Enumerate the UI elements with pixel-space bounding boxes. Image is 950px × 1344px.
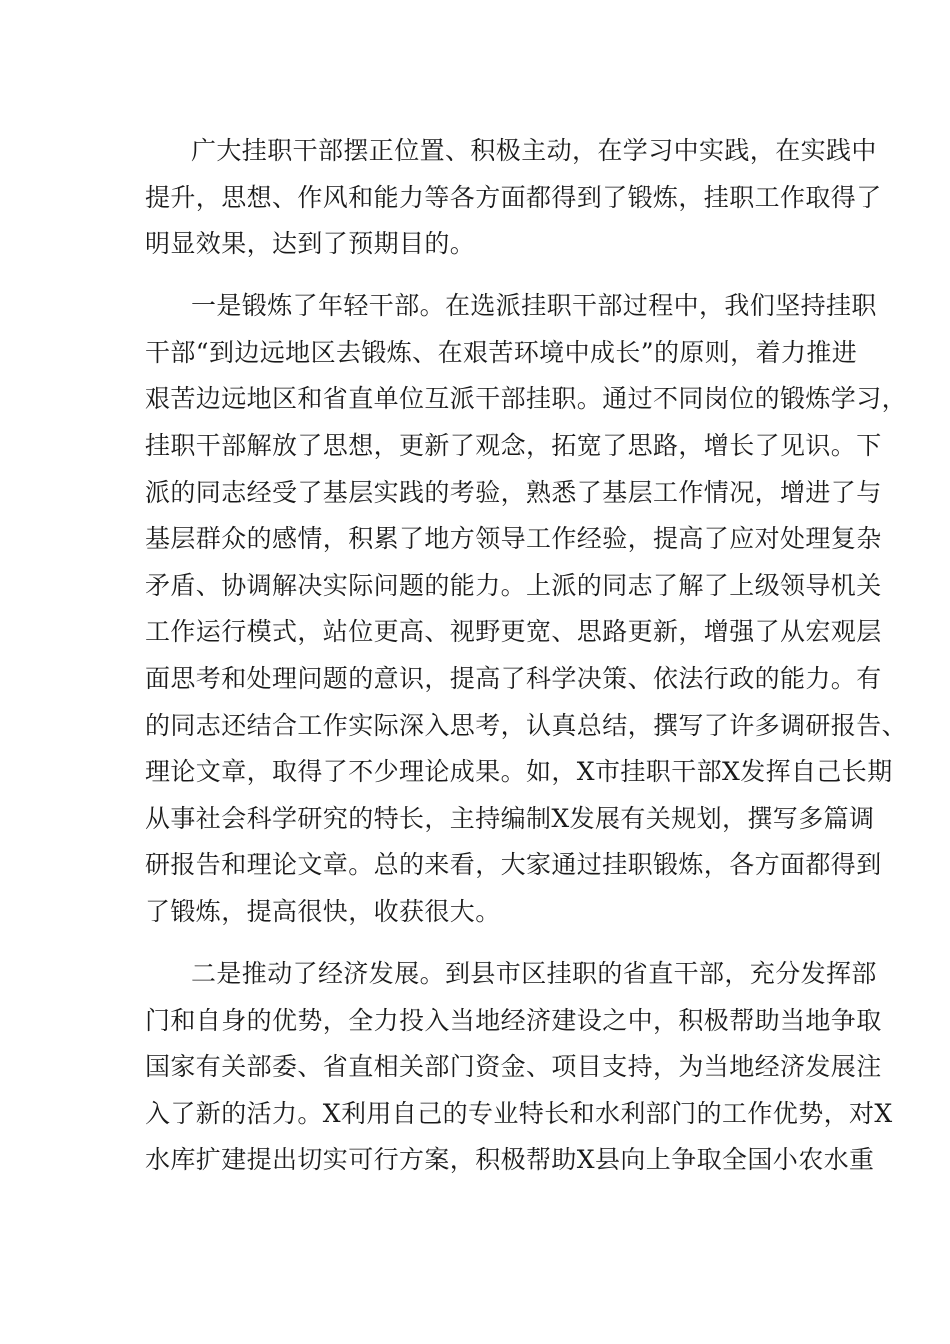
paragraph-line: 面思考和处理问题的意识，提高了科学决策、依法行政的能力。有: [145, 664, 882, 694]
paragraph-3: [145, 951, 893, 1184]
paragraph-line: 理论文章，取得了不少理论成果。如，X市挂职干部X发挥自己长期: [145, 757, 893, 787]
paragraph-2: [145, 283, 908, 935]
paragraph-line: 入了新的活力。X利用自己的专业特长和水利部门的工作优势，对X: [145, 1098, 893, 1128]
paragraph-line: 基层群众的感情，积累了地方领导工作经验，提高了应对处理复杂: [145, 524, 882, 554]
paragraph-1: [145, 128, 882, 268]
paragraph-line: 二是推动了经济发展。到县市区挂职的省直干部，充分发挥部: [191, 959, 877, 989]
paragraph-line: 艰苦边远地区和省直单位互派干部挂职。通过不同岗位的锻炼学习，: [145, 384, 908, 414]
paragraph-line: 矛盾、协调解决实际问题的能力。上派的同志了解了上级领导机关: [145, 570, 882, 600]
paragraph-line: 一是锻炼了年轻干部。在选派挂职干部过程中，我们坚持挂职: [191, 291, 877, 321]
paragraph-line: 广大挂职干部摆正位置、积极主动，在学习中实践，在实践中: [191, 136, 877, 165]
paragraph-line: 了锻炼，提高很快，收获很大。: [145, 897, 501, 926]
paragraph-line: 门和自身的优势，全力投入当地经济建设之中，积极帮助当地争取: [145, 1005, 882, 1035]
paragraph-line: 明显效果，达到了预期目的。: [145, 229, 476, 259]
paragraph-line: 派的同志经受了基层实践的考验，熟悉了基层工作情况，增进了与: [145, 477, 882, 507]
paragraph-line: 国家有关部委、省直相关部门资金、项目支持，为当地经济发展注: [145, 1052, 882, 1082]
paragraph-line: 从事社会科学研究的特长，主持编制X发展有关规划，撰写多篇调: [145, 803, 875, 833]
paragraph-line: 提升，思想、作风和能力等各方面都得到了锻炼，挂职工作取得了: [145, 182, 882, 212]
paragraph-line: 研报告和理论文章。总的来看，大家通过挂职锻炼，各方面都得到: [145, 850, 882, 880]
paragraph-line: 水库扩建提出切实可行方案，积极帮助X县向上争取全国小农水重: [145, 1145, 875, 1175]
document-body: [145, 128, 908, 1200]
paragraph-line: 挂职干部解放了思想，更新了观念，拓宽了思路，增长了见识。下: [145, 431, 882, 461]
paragraph-line: 工作运行模式，站位更高、视野更宽、思路更新，增强了从宏观层: [145, 617, 882, 647]
paragraph-line: 干部“到边远地区去锻炼、在艰苦环境中成长”的原则，着力推进: [145, 337, 858, 367]
paragraph-line: 的同志还结合工作实际深入思考，认真总结，撰写了许多调研报告、: [145, 710, 908, 740]
